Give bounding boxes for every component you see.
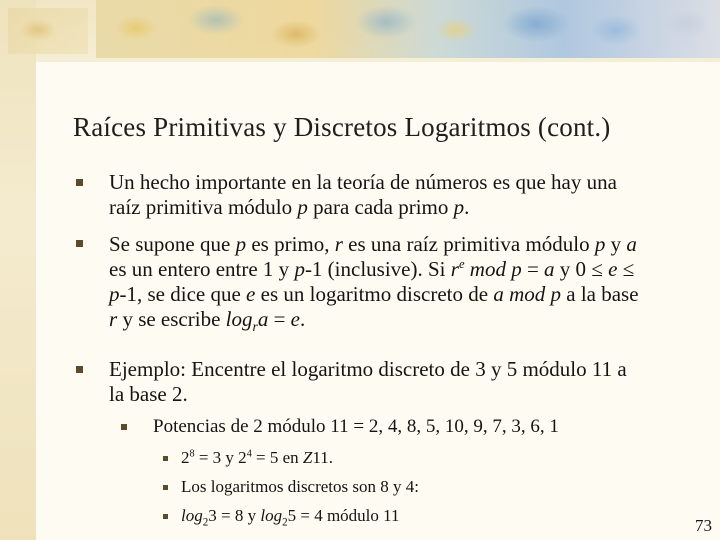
bullet-3-line-2: la base 2. [109,382,188,406]
bullet-2-line-3: p-1, se dice que e es un logaritmo discreto de a mod p a la base [109,282,639,306]
bullet-2-line-2: es un entero entre 1 y p-1 (inclusive). Si $r^e$ mod p = a y 0 ≤ e ≤ [109,257,635,281]
left-decoration [0,0,36,540]
bullet-3-line-1: Ejemplo: Encentre el logaritmo discreto de 3 y 5 módulo 11 a [109,357,627,381]
bullet-2-line-4: r y se escribe $\log_ra = e$. [109,307,306,335]
bullet-1-line-2: raíz primitiva módulo p para cada primo p. [109,195,470,219]
bullet-square-icon [76,240,83,247]
bullet-2 [109,232,717,335]
title-divider [73,152,701,153]
sub-sub-bullet-square-icon [163,456,168,461]
leaf-image-banner [96,0,720,58]
sub-sub-bullet-square-icon [163,514,168,519]
sub-bullet-square-icon [121,424,127,430]
bullet-2-line-1: Se supone que p es primo, r es una raíz primitiva módulo p y a [109,232,637,256]
leaf-image-small [8,8,88,54]
page-number: 73 [695,516,712,535]
sub-sub-bullet-2: Los logaritmos discretos son 8 y 4: [181,477,419,496]
bullet-square-icon [76,366,83,373]
sub-sub-bullet-3: $\log_23 = 8$ y $\log_25 = 4$ módulo 11 [181,506,400,529]
slide-title: Raíces Primitivas y Discretos Logaritmos (cont.) [73,112,611,142]
bullet-square-icon [76,179,83,186]
sub-sub-bullet-square-icon [163,485,168,490]
sub-bullet: Potencias de 2 módulo 11 = 2, 4, 8, 5, 10, 9, 7, 3, 6, 1 [153,416,559,437]
bullet-1 [109,170,717,220]
bullet-1-line-1: Un hecho importante en la teoría de números es que hay una [109,170,617,194]
bullet-3 [109,357,717,407]
sub-sub-bullet-1: $2^8 = 3$ y $2^4 = 5$ en Z11. [181,448,334,467]
